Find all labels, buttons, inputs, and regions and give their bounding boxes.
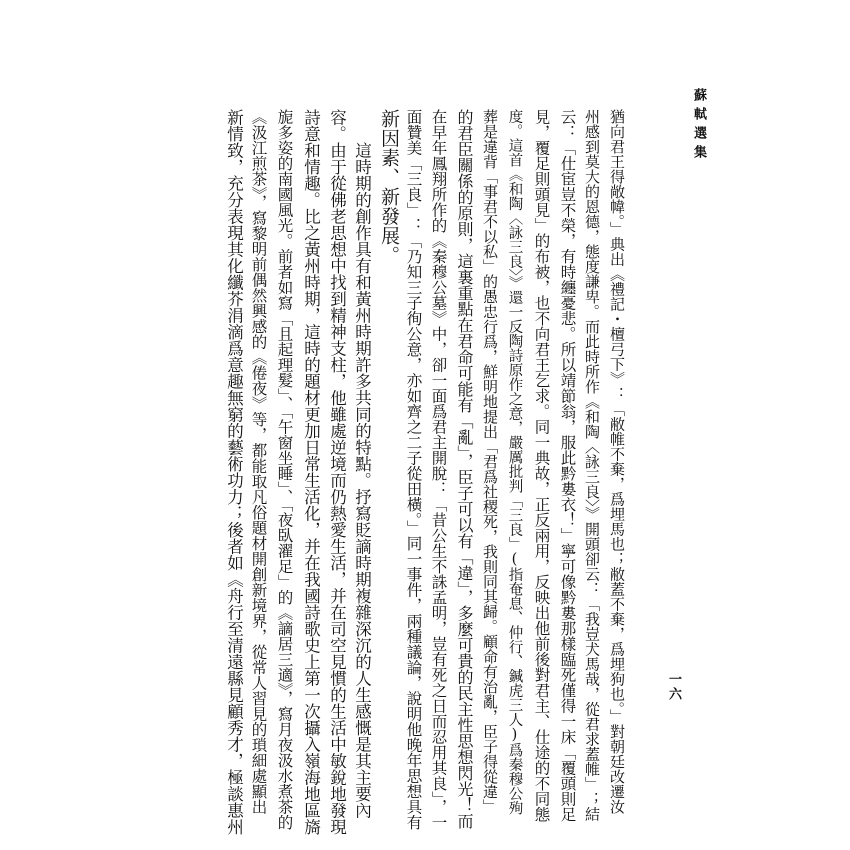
- text-column-7: 的君臣關係的原則，這裏重點在君命可能有「亂」，臣子可以有「違」，多麼可貴的民主性思想閃光！而: [455, 109, 474, 829]
- text-column-10: 新因素、新發展。: [378, 109, 400, 265]
- text-column-9: 面贊美「三良」：「乃知三子徇公意，亦如齊之二子從田橫。」同一事件，兩種議論，說明他晚年思想具有: [404, 109, 423, 830]
- text-column-1: 猶向君王得敞幃。」典出《禮記・檀弓下》：「敝帷不棄，爲埋馬也；敝蓋不棄，爲埋狗也。」對朝廷改遷汝: [608, 109, 626, 814]
- text-column-15: 《汲江煎茶》，寫黎明前偶然興感的《倦夜》等，都能取凡俗題材開創新境界，從常人習見的瑣細處顯出: [249, 109, 268, 815]
- text-column-13: 詩意和情趣。比之黃州時期，這時的題材更加日常生活化，并在我國詩歌史上第一次攝入嶺海地區旖: [301, 109, 321, 835]
- text-column-5: 度。這首《和陶〈詠三良〉》還一反陶詩原作之意，嚴厲批判「三良」(指奄息、仲行、鍼虎三人)爲秦穆公殉: [506, 109, 523, 816]
- text-column-16: 新情致，充分表現其化纖芥涓滴爲意趣無窮的藝術功力；後者如《舟行至清遠縣見顧秀才，極談惠州: [224, 109, 244, 835]
- text-column-6: 葬是違背「事君不以私」的愚忠行爲，鮮明地提出「君爲社稷死，我則同其歸。顧命有治亂，臣子得從違」: [481, 109, 499, 814]
- text-column-11: 這時期的創作具有和黃州時期許多共同的特點。抒寫貶謫時期複雜深沉的人生感慨是其主要內: [352, 109, 372, 819]
- text-column-8: 在早年鳳翔所作的《秦穆公墓》中，卻一面爲君主開脫：「昔公生不誅孟明，豈有死之日而忍用其良」，一: [429, 109, 448, 830]
- page-number: 一六: [666, 672, 681, 702]
- text-column-14: 旎多姿的南國風光。前者如寫「且起理髮」、「午窗坐睡」、「夜臥濯足」的《謫居三適》，寫月夜汲水煮茶的: [275, 109, 294, 830]
- text-column-2: 州感到莫大的恩德，態度謙卑。而此時所作《和陶〈詠三良〉》開頭卻云：「我豈犬馬哉，從君求蓋帷」；結: [583, 109, 601, 822]
- text-column-12: 容。由于從佛老思想中找到精神支柱，他雖處逆境而仍熱愛生活，并在司空見慣的生活中敏銳地發現: [327, 109, 347, 835]
- running-header: 蘇軾選集: [691, 88, 706, 164]
- text-column-4: 見，覆足則頭見」的布被，也不向君王乞求。同一典故，正反兩用，反映出他前後對君主、仕途的不同態: [532, 109, 551, 822]
- text-column-3: 云：「仕宦豈不榮，有時纏憂悲。所以靖節翁，服此黔婁衣！」寧可像黔婁那樣臨死僅得一床「覆頭則足: [558, 109, 577, 822]
